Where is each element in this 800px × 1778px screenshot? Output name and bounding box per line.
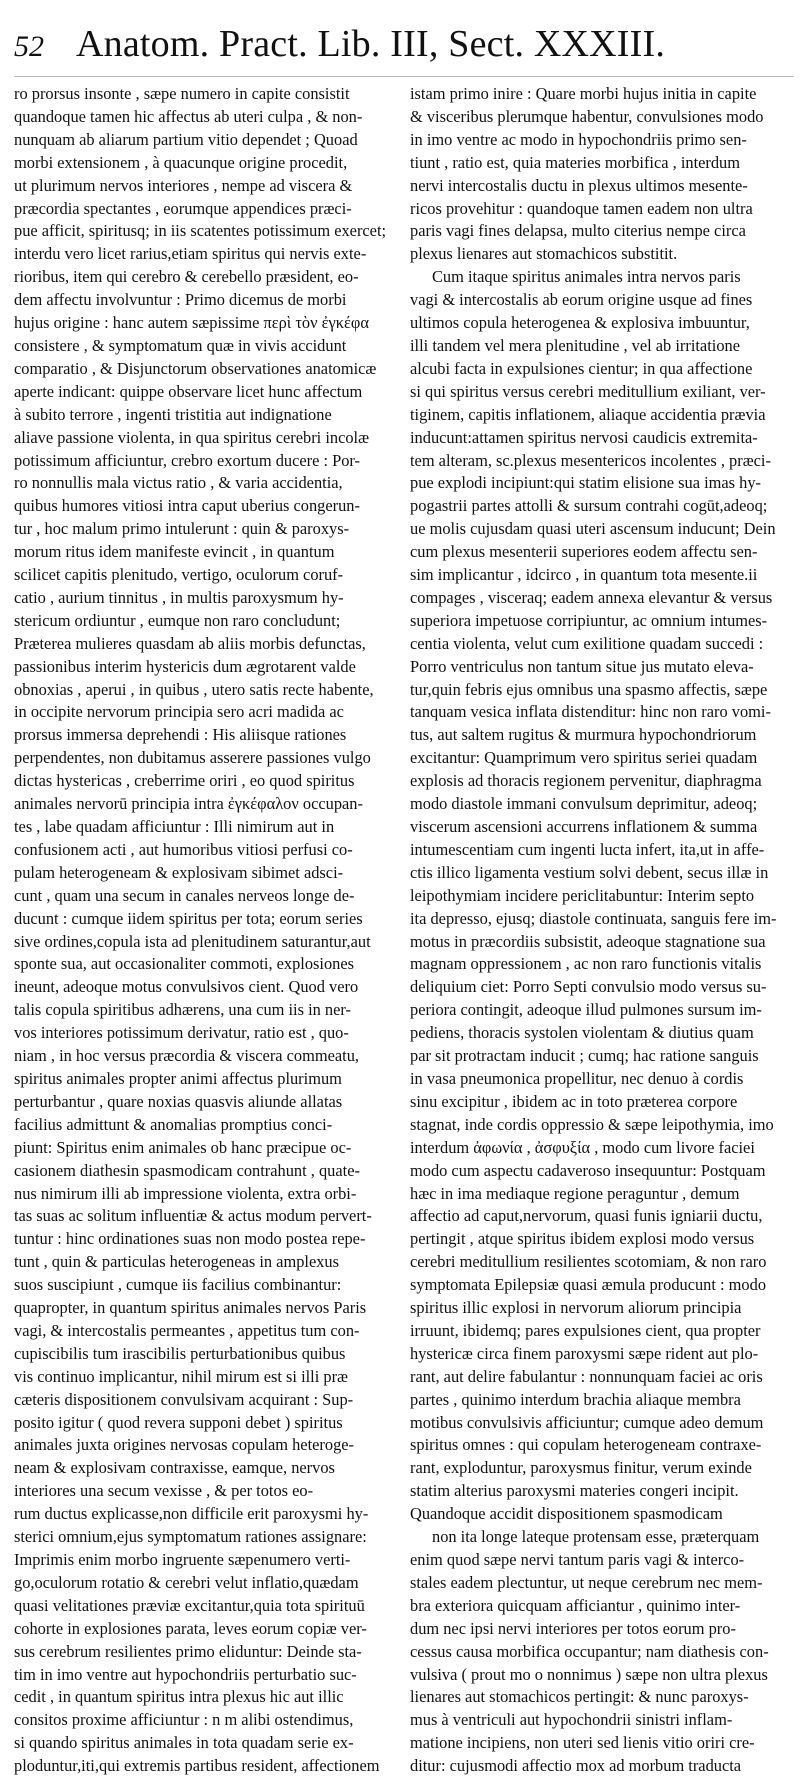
left-column-line: ploduntur,iti,qui extremis partibus resident, affectionem (14, 1756, 380, 1776)
left-column-line: suos suscipiunt , cumque iis facilius combinantur: (14, 1275, 342, 1295)
right-column-line: Porro ventriculus non tantum situe jus mutato eleva- (410, 656, 754, 676)
right-column-line: sinu excipitur , ibidem ac in toto præterea corpore (410, 1091, 738, 1111)
right-column-line: stagnat, inde cordis oppressio & sæpe leipothymia, imo (410, 1114, 774, 1134)
left-column-line: perpendentes, non dubitamus asserere passiones vulgo (14, 748, 371, 768)
right-column-line: hæc in ima mediaque regione peraguntur , demum (410, 1183, 740, 1203)
left-column-line: Imprimis enim morbo ingruente sæpenumero verti- (14, 1550, 351, 1569)
right-column-line: istam primo inire : Quare morbi hujus initia in capite (410, 84, 757, 103)
right-column-line: rant, aut delire fabulantur : nonnunquam faciei ac oris (410, 1366, 763, 1386)
right-column-line: tus, aut saltem rugitus & murmura hypochondriorum (410, 725, 757, 745)
right-column-line: in vasa pneumonica propellitur, nec denuo à cordis (410, 1068, 744, 1088)
left-column-line: tunt , quin & particulas heterogeneas in amplexus (14, 1252, 339, 1272)
left-column-line: passionibus interim hystericis dum ægrotarent valde (14, 656, 356, 676)
right-column-line: explosis ad thoracis regionem pervenitur, diaphragma (410, 771, 762, 791)
left-column-line: tes , labe quadam afficiuntur : Illi nimirum aut in (14, 817, 335, 836)
right-column-line: spiritus illic explosi in nervorum aliorum principia (410, 1298, 742, 1318)
left-column-line: rioribus, item qui cerebro & cerebello præsident, eo- (14, 267, 359, 287)
left-column-line: ineunt, adeoque motus convulsivos cient. Quod vero (14, 977, 359, 997)
left-column-line: ut plurimum nervos interiores , nempe ad viscera & (14, 175, 353, 195)
left-column-line: dem affectu involvuntur : Primo dicemus de morbi (14, 290, 347, 310)
left-column-line: Præterea mulieres quasdam ab aliis morbis defunctas, (14, 633, 366, 653)
right-column-line: Cum itaque spiritus animales intra nervos paris (432, 267, 741, 287)
left-column-line: interiores una secum vexisse , & per totos eo- (14, 1481, 314, 1501)
left-column-line: aliave passione violenta, in qua spiritus cerebri incolæ (14, 427, 370, 447)
left-column-line: nunquam ab aliarum partium vitio dependet ; Quoad (14, 129, 358, 149)
right-column-line: in imo ventre ac modo in hypochondriis primo sen- (410, 129, 747, 149)
right-column-line: modo diastole immani convulsum deprimitur, adeoq; (410, 794, 758, 814)
left-column-line: stericum ordiuntur , eumque non raro concludunt; (14, 610, 341, 630)
left-column-line: consitos proxime afficiuntur : n m alibi ostendimus, (14, 1710, 354, 1730)
right-column-line: compages , visceraq; eadem annexa elevantur & versus (410, 587, 773, 607)
left-column (14, 83, 394, 1778)
right-column-line: tiunt , ratio est, quia materies morbifica , interdum (410, 152, 740, 172)
left-column-line: comparatio , & Disjunctorum observationes anatomicæ (14, 358, 377, 378)
right-column-line: sim implicantur , idcirco , in quantum tota mesente.ii (410, 565, 758, 585)
right-column-line: cerebri meditullium resilientes scotomiam, & non raro (410, 1252, 767, 1272)
right-column-line: tanquam vesica inflata distenditur: hinc non raro vomi- (410, 702, 771, 722)
right-column-line: ditur: cujusmodi affectio mox ad morbum traducta (410, 1756, 742, 1776)
right-column-line: centia violenta, velut cum exilitione quadam succedi : (410, 633, 764, 653)
left-column-line: animales juxta origines nervosas copulam heteroge- (14, 1435, 354, 1455)
running-head (14, 22, 794, 77)
right-column-line: irruunt, ibidemq; pares expulsiones cient, qua propter (410, 1320, 761, 1340)
right-column-line: inducunt:attamen spiritus nervosi caudicis extremita- (410, 427, 758, 447)
right-column-line: magnam oppressionem , ac non raro functionis vitalis (410, 954, 762, 974)
right-column-line: pediens, thoracis systolen violentam & diutius quam (410, 1023, 754, 1043)
left-column-line: potissimum afficiuntur, crebro exortum ducere : Por- (14, 450, 361, 470)
right-column-line: plexus lienares aut stomachicos substitit. (410, 244, 678, 264)
left-column-line: prorsus immersa deprehendi : His aliisque rationes (14, 725, 347, 745)
right-column-line: excitantur: Quamprimum vero spiritus seriei quadam (410, 748, 758, 768)
right-column-line: modo cum aspectu cadaveroso insequuntur: Postquam (410, 1160, 766, 1180)
left-column-line: obnoxias , aperui , in quibus , utero satis recte habente, (14, 679, 374, 699)
left-column-line: morbi extensionem , à quacunque origine procedit, (14, 152, 348, 172)
left-column-line: sus cerebrum resilientes primo eliduntur: Deinde sta- (14, 1641, 362, 1661)
left-column-line: animales nervorū principia intra ἐγκέφαλον occupan- (14, 794, 363, 814)
left-column-line: quibus humores vitiosi intra caput uberius congerun- (14, 496, 360, 516)
left-column-line: vos interiores potissimum derivatur, ratio est , quo- (14, 1023, 349, 1043)
right-column-line: ita depresso, ejusq; diastole continuata, sanguis fere im- (410, 908, 777, 928)
right-column-line: statim alterius paroxysmi materies congeri incipit. (410, 1481, 739, 1501)
right-column-line: ricos provehitur : quandoque tamen eadem non ultra (410, 198, 753, 218)
right-column-line: pogastrii partes attolli & sursum contrahi cogūt,adeoq; (410, 496, 768, 516)
left-column-line: vagi, & intercostalis permeantes , appetitus tum con- (14, 1320, 360, 1340)
right-column-line: vulsiva ( prout mo o nonnimus ) sæpe non ultra plexus (410, 1664, 768, 1684)
left-column-line: cedit , in quantum spiritus intra plexus hic aut illic (14, 1687, 344, 1707)
left-column-line: perturbantur , quare noxias quasvis aliunde allatas (14, 1091, 343, 1111)
right-column (410, 83, 790, 1778)
right-column-line: matione incipiens, non uteri sed lienis vitio oriri cre- (410, 1733, 755, 1753)
right-column-line: enim quod sæpe nervi tantum paris vagi & interco- (410, 1550, 745, 1569)
left-column-line: morum ritus idem manifeste evincit , in quantum (14, 542, 335, 562)
right-column-line: paris vagi fines delapsa, multo citerius nempe circa (410, 221, 746, 241)
left-column-line: niam , in hoc versus præcordia & viscera commeatu, (14, 1046, 360, 1066)
left-column-line: cæteris dispositionem convulsivam acquirant : Sup- (14, 1389, 354, 1409)
right-column-line: symptomata Epilepsiæ quasi æmula producunt : modo (410, 1275, 767, 1295)
right-column-line: rant, exploduntur, paroxysmus finitur, verum exinde (410, 1458, 752, 1478)
left-column-line: sive ordines,copula ista ad plenitudinem saturantur,aut (14, 931, 371, 951)
right-column-line: ue molis cujusdam quasi uteri ascensum inducunt; Dein (410, 519, 776, 539)
left-column-line: pulam heterogeneam & explosivam sibimet adsci- (14, 862, 344, 882)
page-number: 52 (14, 30, 44, 63)
left-column-line: tuntur : hinc ordinationes suas non modo postea repe- (14, 1229, 366, 1249)
left-column-line: cohorte in explosiones parata, leves eorum copiæ ver- (14, 1618, 367, 1638)
right-column-line: tem alteram, sc.plexus mesentericos incolentes , præci- (410, 450, 771, 470)
right-column-line: lienares aut stomachicos pertingit: & nunc paroxys- (410, 1687, 749, 1707)
right-column-line: pertingit , atque spiritus ibidem explosi modo versus (410, 1229, 755, 1249)
right-column-line: tiginem, capitis inflationem, aliaque accidentia prævia (410, 404, 766, 424)
right-column-line: dum nec ipsi nervi interiores per totos eorum pro- (410, 1618, 736, 1638)
left-column-line: scilicet capitis plenitudo, vertigo, oculorum coruf- (14, 565, 344, 585)
right-column-line: si qui spiritus versus cerebri meditullium exiliant, ver- (410, 381, 766, 401)
left-column-line: dictas hystericas , creberrime oriri , eo quod spiritus (14, 771, 355, 791)
right-column-line: intumescentiam cum ingenti lucta infert, ita,ut in affe- (410, 839, 765, 859)
right-column-line: vagi & intercostalis ab eorum origine usque ad fines (410, 290, 753, 310)
left-column-line: præcordia spectantes , eorumque appendices præci- (14, 198, 352, 218)
left-column-line: quasi velitationes præviæ excitantur,quia tota spirituū (14, 1595, 365, 1615)
left-column-line: ro prorsus insonte , sæpe numero in capite consistit (14, 84, 350, 103)
left-column-line: pue afficit, spiritusq; in iis scatentes potissimum exercet; (14, 221, 387, 241)
right-column-line: & visceribus plerumque habentur, convulsiones modo (410, 106, 764, 126)
right-column-line: motus in præcordiis subsistit, adeoque stagnatione sua (410, 931, 766, 951)
right-column-line: spiritus omnes : qui copulam heterogeneam contraxe- (410, 1435, 762, 1455)
left-column-line: in occipite nervorum principia sero acri madida ac (14, 702, 344, 722)
left-column-line: quapropter, in quantum spiritus animales nervos Paris (14, 1298, 367, 1318)
left-column-line: talis copula spiritibus adhærens, una cum iis in ner- (14, 1000, 351, 1020)
right-column-line: affectio ad caput,nervorum, quasi funis igniarii ductu, (410, 1206, 763, 1226)
left-column-line: ducunt : cumque iidem spiritus per tota; eorum series (14, 908, 363, 928)
right-column-line: cum plexus mesenterii superiores eodem affectu sen- (410, 542, 758, 562)
left-column-line: rum ductus explicasse,non difficile erit paroxysmi hy- (14, 1504, 369, 1524)
right-column-line: pue explodi incipiunt:qui statim elisione sua imas hy- (410, 473, 761, 493)
left-column-line: spiritus animales propter animi affectus plurimum (14, 1068, 342, 1088)
left-column-line: nus nimirum illi ab impressione violenta, extra orbi- (14, 1183, 357, 1203)
right-column-line: ultimos copula heterogenea & explosiva imbuuntur, (410, 313, 750, 333)
left-column-line: tim in imo ventre aut hypochondriis perturbatio suc- (14, 1664, 357, 1684)
left-column-line: confusionem acti , aut humoribus vitiosi perfusi co- (14, 839, 353, 859)
left-column-line: interdu vero licet rarius,etiam spiritus qui nervis exte- (14, 244, 367, 264)
left-column-line: ro nonnullis mala victus ratio , & varia accidentia, (14, 473, 343, 493)
right-column-line: cessus causa morbifica occupantur; nam diathesis con- (410, 1641, 769, 1661)
left-column-line: consistere , & symptomatum quæ in vivis accidunt (14, 335, 347, 355)
left-column-line: piunt: Spiritus enim animales ob hanc præcipue oc- (14, 1137, 352, 1157)
left-column-line: hujus origine : hanc autem sæpissime περὶ τὸν ἐγκέφα (14, 313, 369, 333)
left-column-line: vis continuo implicantur, nihil mirum est si illi præ (14, 1366, 348, 1386)
left-column-line: tur , hoc malum primo intulerunt : quin & paroxys- (14, 519, 350, 539)
right-column-line: illi tandem vel mera plenitudine , vel ab irritatione (410, 335, 740, 355)
right-column-line: leipothymiam incidere periclitabuntur: Interim septo (410, 885, 755, 905)
left-column-line: go,oculorum rotatio & cerebri velut inflatio,quædam (14, 1572, 359, 1592)
left-column-line: catio , aurium tinnitus , in multis paroxysmum hy- (14, 587, 344, 607)
left-column-line: quandoque tamen hic affectus ab uteri culpa , & non- (14, 106, 363, 126)
right-column-line: hystericæ circa finem paroxysmi sæpe rident aut plo- (410, 1343, 759, 1363)
right-column-line: tur,quin febris ejus omnibus una spasmo affectis, sæpe (410, 679, 768, 699)
left-column-line: sponte sua, aut occasionaliter commoti, explosiones (14, 954, 355, 974)
left-column-line: à subito terrore , ingenti tristitia aut indignatione (14, 404, 332, 424)
right-column-line: mus à ventriculi aut hypochondrii sinistri inflam- (410, 1710, 733, 1730)
right-column-line: non ita longe lateque protensam esse, præterquam (432, 1527, 760, 1547)
left-column-line: posito igitur ( quod revera supponi debet ) spiritus (14, 1412, 343, 1432)
right-column-line: alcubi facta in expulsiones cientur; in qua affectione (410, 358, 753, 378)
right-column-line: nervi intercostalis ductu in plexus ultimos mesente- (410, 175, 748, 195)
right-column-line: partes , quinimo interdum brachia aliaque membra (410, 1389, 741, 1409)
right-column-line: motibus convulsivis afficiuntur; cumque adeo demum (410, 1412, 764, 1432)
right-column-line: interdum ἀφωνία , ἀσφυξία , modo cum livore faciei (410, 1137, 755, 1157)
right-column-line: superiora impetuose corripiuntur, ac omnium intumes- (410, 610, 768, 630)
right-column-line: bra exteriora quicquam afficiantur , quinimo inter- (410, 1595, 741, 1615)
left-column-line: sterici omnium,ejus symptomatum rationes assignare: (14, 1527, 367, 1547)
right-column-line: viscerum ascensioni accurrens inflationem & summa (410, 817, 758, 836)
left-column-line: tas suas ac solitum influentiæ & actus modum pervert- (14, 1206, 372, 1226)
left-column-line: casionem diathesin spasmodicam contrahunt , quate- (14, 1160, 360, 1180)
left-column-line: facilius admittunt & anomalias promptius conci- (14, 1114, 333, 1134)
left-column-line: cunt , quam una secum in canales nerveos longe de- (14, 885, 355, 905)
right-column-line: periora contingit, adeoque illud pulmones sursum im- (410, 1000, 762, 1020)
page-title: Anatom. Pract. Lib. III, Sect. XXXIII. (76, 23, 666, 65)
right-column-line: Quandoque accidit dispositionem spasmodicam (410, 1504, 723, 1524)
right-column-line: ctis illico ligamenta vestium solvi debent, secus illæ in (410, 862, 769, 882)
right-column-line: stales eadem plectuntur, ut neque cerebrum nec mem- (410, 1572, 763, 1592)
text-columns (14, 83, 794, 1778)
left-column-line: si quando spiritus animales in tota quadam serie ex- (14, 1733, 354, 1753)
left-column-line: neam & explosivam contraxisse, eamque, nervos (14, 1458, 335, 1478)
left-column-line: cupiscibilis tum irascibilis perturbationibus quibus (14, 1343, 346, 1363)
right-column-line: par sit protractam inducit ; cumq; hac ratione sanguis (410, 1046, 759, 1066)
left-column-line: aperte indicant: quippe observare licet hunc affectum (14, 381, 363, 401)
right-column-line: deliquium ciet: Porro Septi convulsio modo versus su- (410, 977, 767, 997)
